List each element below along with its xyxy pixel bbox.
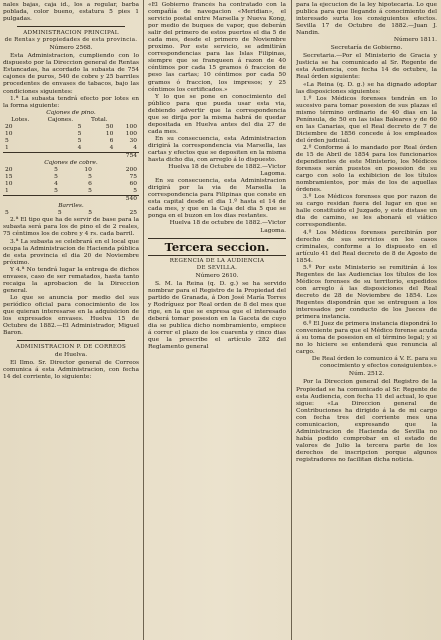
paragraph: Y 4.ª No tendrá lugar la entrega de dichos envases, caso de ser rematados, hasta tanto recaiga la aprobacion de la Direccion general. <box>3 266 139 294</box>
table-cell: 5 <box>54 167 58 174</box>
paragraph: Por la Direccion general del Registro de la Propiedad se ha comunicado al Sr. Regente de esta Audiencia, con fecha 11 del actual, lo que sigue: «La Direccion general de Contribuciones ha dirigido á la de mi cargo con fecha tres del corriente mes una comunicacion, expresando que la Administracion de Hacienda de Sevilla no había podido comprobar en el estado de valores de Julio la tercera parte de los derechos de inscripcion porque algunos registradores no facilitan dicha noticia. <box>296 379 437 463</box>
table-cell: 75 <box>129 174 137 181</box>
table-cell: 30 <box>129 137 137 144</box>
notice-number: Secretaría de Gobierno. <box>330 45 403 52</box>
table-cell: 6 <box>88 181 92 188</box>
signature: Número 1811. <box>393 37 437 44</box>
table-cell: 5 <box>54 188 58 195</box>
table-total-row <box>3 196 139 204</box>
notice-number: Número 2568. <box>49 45 93 52</box>
paragraph: Lo que se anuncia por medio del sus periódico oficial para conocimiento de los que quieran interesarse en la adquisicion de los expresados envases. Huelva 15 de Octubre de 1882.—El Administrador, Miguel Baron. <box>3 294 139 337</box>
table-caption: Barriles. <box>58 203 84 210</box>
section-subheading: DE SEVILLA. <box>196 264 238 271</box>
paragraph: 3.ª La subasta se celebrará en el local que ocupa la Administracion de Hacienda pública de esta provincia el dia 20 de Noviembre próximo. <box>3 238 139 266</box>
paragraph: 6.º El Juez de primera instancia dispondrá lo conveniente para que el Médico forense acuda á su toma de posesion en el término legal; y si no lo hiciere se entenderá que renuncia al cargo. <box>296 321 437 356</box>
section-heading: ADMINISTRACION PRINCIPAL <box>23 30 119 37</box>
table-cell: 5 <box>54 174 58 181</box>
paragraph: 5.º Por este Ministerio se remitirán á los Regentes de las Audiencias los títulos de los Médicos forenses de su territorio, expedidos con arreglo á las disposiciones del Real decreto de 28 de Noviembre de 1854. Los Regentes dispondrán que se entreguen a los interesados por conducto de los Jueces de primera instancia. <box>296 264 437 321</box>
table-cell: 15 <box>5 174 13 181</box>
column-rule <box>143 0 144 640</box>
table-total: 540 <box>94 196 139 204</box>
table-header: Lotes. <box>11 116 30 123</box>
table-cell: 4 <box>54 181 58 188</box>
table-cell: 25 <box>129 210 137 217</box>
table-total: 754 <box>115 152 139 160</box>
table-header: Cajones. <box>47 116 74 123</box>
notice-subheading: de Huelva. <box>54 352 88 359</box>
signature: Huelva 18 de octubre de 1882.—Victor Lagoma. <box>169 220 286 234</box>
table-cell: 1 <box>5 144 9 151</box>
section-heading: REGENCIA DE LA AUDIENCIA <box>169 257 265 264</box>
paragraph: El Ilmo. Sr. Director general de Correos comunica á esta Administracion, con fecha 14 del corriente, lo siguiente: <box>3 360 139 381</box>
paragraph: 2.ª El tipo que ha de servir de base para la subasta será para los de pino el de 2 reales, 75 céntimos los de cobre y 4 rs. cada barril. <box>3 217 139 238</box>
paragraph: nales bajas, caja id., los a regular, barba poblada, color bueno, estatura 5 pies 1 pulgadas. <box>3 2 139 23</box>
column-middle <box>148 2 286 638</box>
table-row <box>3 124 139 131</box>
divider <box>17 340 125 341</box>
paragraph: 1.ª La subasta tendrá efecto por lotes en la forma siguiente: <box>3 95 139 109</box>
paragraph: Esta Administracion, cumpliendo con lo dispuesto por la Direccion general de Rentas Estancadas, ha acordado la subasta de 754 cajones de puros, 540 de cobre y 25 barriles procedentes de envases de tabacos, bajo las condiciones siguientes: <box>3 53 139 95</box>
table-caption: Cajones de pino. <box>46 109 96 116</box>
table-cell: 5 <box>77 130 82 137</box>
table-cell: 5 <box>77 123 82 130</box>
contract-table-1 <box>3 117 139 160</box>
notice-number: Núm. 2512. <box>348 371 385 378</box>
paragraph: «La Reina (q. D. g.) se ha dignado adoptar las disposiciones siguientes: <box>296 81 437 95</box>
paragraph: En su consecuencia, esta Administracion dirigirá por la via de Marsella la correspondencia para Filipinas que conste en esta capital desde el dia 1.º hasta el 14 de cada mes, y que en la Caja del dia 5 que se ponga en el buzon en los dias restantes. <box>148 178 286 220</box>
table-cell: 6 <box>109 137 114 144</box>
table-header <box>115 117 139 124</box>
table-cell: 10 <box>84 167 92 174</box>
signature: Huelva 18 de Octubre de 1882.—Victor Lagoma. <box>168 164 286 178</box>
contract-table-2 <box>3 167 139 203</box>
paragraph: Y lo que se pone en conocimiento del público para que pueda usar esta via, debiendo advertir que la correspondencia que se dirija por la misma habrá de quedar depositada en Huelva antes del dia 27 de cada mes. <box>148 93 286 135</box>
table-row <box>3 174 139 181</box>
table-total-row <box>3 152 139 160</box>
table-cell: 4 <box>133 144 137 151</box>
table-row <box>3 131 139 138</box>
table-cell: 60 <box>129 181 137 188</box>
notice-number: Número 2610. <box>195 272 239 279</box>
table-header: Total. <box>91 116 108 123</box>
column-right <box>296 2 437 638</box>
signature: De Real órden lo comunico á V. E. para su conocimiento y efectos consiguientes.» <box>311 356 437 370</box>
table-row <box>3 138 139 145</box>
table-cell: 4 <box>109 144 114 151</box>
table-cell: 5 <box>5 137 9 144</box>
table-cell: 50 <box>105 123 114 130</box>
table-row <box>3 145 139 153</box>
divider <box>17 26 125 27</box>
table-caption: Cajones de cobre. <box>44 159 98 166</box>
table-cell: 5 <box>5 210 9 217</box>
table-cell: 100 <box>125 130 137 137</box>
table-cell: 5 <box>77 137 82 144</box>
column-rule <box>291 0 292 640</box>
paragraph: S. M. la Reina (q. D. g.) se ha servido nombrar para el Registro de la Propiedad del partido de Granada, á Don José María Torres y Rodríguez por Real orden de 8 del mes que rige, en la que se expresa que el interesado deberá tomar posesion en la Gaceta de cuyo dia se publica dicho nombramiento, empiece á correr el plazo de los cuarenta y cinco dias que la prescribe el artículo 282 del Reglamento general <box>148 280 286 351</box>
table-cell: 20 <box>5 123 13 130</box>
table-cell: 4 <box>77 144 82 151</box>
table-cell: 10 <box>105 130 114 137</box>
paragraph: 4.º Los Médicos forenses percibirán por derecho de sus servicios en los casos criminales, conforme a lo dispuesto en el artículo 41 del Real decreto de 8 de Agosto de 1854. <box>296 229 437 264</box>
table-row <box>3 167 139 174</box>
paragraph: 2.º Conforme á lo mandado por Real órden de 15 de Abril de 1854 para los funcionarios dependientes de este Ministerio, los Médicos forenses serán puestos en posesion de su cargo con solo la exhibicion de los títulos nombramientos, por más de los de aquellas órdenes. <box>296 144 437 194</box>
section-heading: ADMINISTRACION P. DE CORREOS <box>15 344 127 351</box>
table-cell: 200 <box>125 167 137 174</box>
table-cell: 5 <box>88 210 92 217</box>
table-cell: 1 <box>5 188 9 195</box>
paragraph: Secretaria.—Por el Ministerio de Gracia y Justicia se ha comunicado al Sr. Regente de esta Audiencia, con fecha 14 de octubre, la Real órden siguiente: <box>296 53 437 81</box>
paragraph: para la ejecucion de la ley hipotecaria. Lo que publica para que llegando á conocimiento del interesado surta los consiguientes efectos. Sevilla 17 de Octubre de 1882.—Juan J. Nandin. <box>296 2 437 37</box>
paragraph: En su consecuencia, esta Administracion dirigirá la correspondencia via Marsella, las cartas y efectos que se depositen en la misma hasta dicho dia, con arreglo á lo dispuesto. <box>148 135 286 164</box>
section-title: Tercera seccion. <box>148 238 286 256</box>
table-cell: 5 <box>57 210 62 217</box>
table-cell: 5 <box>88 188 92 195</box>
section-subheading: de Rentas y propiedades de esta provincia. <box>4 37 138 44</box>
paragraph: «El Gobierno francés ha contratado con la compañía de navegacion «Meridian», el servicio postal entre Marsella y Nueva Kong, por medio de buques de vapor, que deberán salir del primero de estos puertos el dia 5 de cada mes, desde el primero de Noviembre proximo. Por este servicio, se admitirán correspondencias para las Islas Filipinas, siempre que se franqueen á razon de 40 céntimos por cada 15 gramos ó fraccion de peso las cartas; 10 céntimos por cada 50 gramos ó fraccion, los impresos; y 25 céntimos los certificados.» <box>148 2 286 93</box>
table-cell: 5 <box>88 174 92 181</box>
table-cell: 20 <box>5 167 13 174</box>
table-cell: 10 <box>5 181 13 188</box>
paragraph: 1.º Los Médicos forenses tendrán en lo sucesivo para tomar posesion de sus plazas el mismo término ordinario de 40 dias en la Península, de 50 en las islas Baleares y de 60 en las Canarias, que el Real decreto de 7 de Diciembre de 1856 concede á los empleados del órden judicial. <box>296 95 437 144</box>
table-cell: 100 <box>125 123 137 130</box>
table-row <box>3 188 139 196</box>
column-left <box>3 2 139 638</box>
table-row <box>3 181 139 188</box>
table-cell: 10 <box>5 130 13 137</box>
paragraph: 3.º Los Médicos forenses que por razon de su cargo residan fuera del lugar en que se halle constituido el Juzgado, y este distase un dia de camino, se les abonará el viático correspondiente. <box>296 194 437 229</box>
table-cell: 5 <box>133 188 137 195</box>
